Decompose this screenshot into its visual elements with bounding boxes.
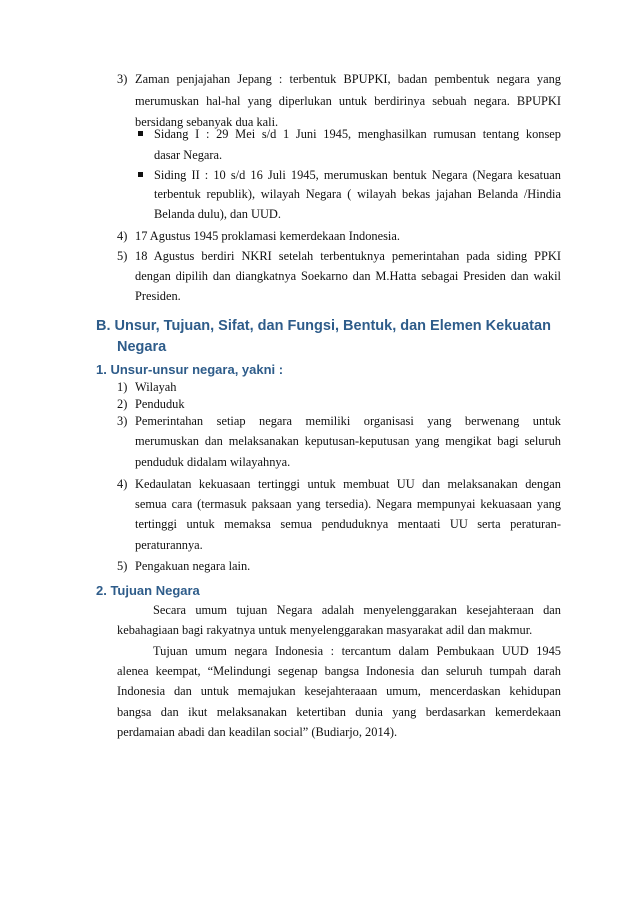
list-item-text: 17 Agustus 1945 proklamasi kemerdekaan Indonesia. <box>135 229 400 243</box>
list-item-text: bersidang sebanyak dua kali. <box>135 115 279 129</box>
bullet-item-text: terbentuk republik), wilayah Negara ( wilayah bekas jajahan Belanda /Hindia <box>154 187 561 201</box>
list-item-text: Pemerintahan setiap negara memiliki organisasi yang berwenang untuk <box>135 414 561 428</box>
list-item-text: Presiden. <box>135 289 181 303</box>
subsection-heading: 1. Unsur-unsur negara, yakni : <box>96 362 284 377</box>
section-heading-continued: Negara <box>117 339 167 355</box>
list-item-text: Kedaulatan kekuasaan tertinggi untuk membuat UU dan melaksanakan dengan <box>135 477 561 491</box>
bullet-icon <box>138 131 143 136</box>
list-number: 3) <box>117 414 128 428</box>
paragraph-line: Indonesia dan untuk memajukan kesejahteraaan umum, mencerdaskan kehidupan <box>117 684 561 698</box>
list-item-text: semua cara (termasuk paksaan yang tersedia). Negara mempunyai kekuasaan yang <box>135 497 561 511</box>
paragraph-line: kebahagiaan bagi rakyatnya untuk menyelenggarakan masyarakat adil dan makmur. <box>117 623 533 637</box>
list-number: 3) <box>117 72 128 86</box>
list-number: 2) <box>117 397 128 411</box>
list-number: 5) <box>117 249 128 263</box>
list-number: 4) <box>117 477 128 491</box>
list-number: 1) <box>117 380 128 394</box>
list-item-text: dengan dipilih dan diangkatnya Soekarno dan M.Hatta sebagai Presiden dan wakil <box>135 269 561 283</box>
bullet-item-text: Sidang I : 29 Mei s/d 1 Juni 1945, menghasilkan rumusan tentang konsep <box>154 127 561 141</box>
section-heading: B. Unsur, Tujuan, Sifat, dan Fungsi, Bentuk, dan Elemen Kekuatan <box>96 318 551 334</box>
paragraph-line: alenea keempat, “Melindungi segenap bangsa Indonesia dan seluruh tumpah darah <box>117 664 561 678</box>
bullet-item-text: Belanda dulu), dan UUD. <box>154 207 281 221</box>
list-item-text: Pengakuan negara lain. <box>135 559 251 573</box>
list-item-text: 18 Agustus berdiri NKRI setelah terbentuknya pemerintahan pada siding PPKI <box>135 249 561 263</box>
bullet-icon <box>138 172 143 177</box>
list-number: 4) <box>117 229 128 243</box>
list-item-text: Penduduk <box>135 397 185 411</box>
list-item-text: merumuskan dan melaksanakan keputusan-keputusan yang mengikat bagi seluruh <box>135 434 561 448</box>
paragraph-line: Tujuan umum negara Indonesia : tercantum dalam Pembukaan UUD 1945 <box>153 644 561 658</box>
list-item-text: tertinggi untuk memaksa semua penduduknya mentaati UU serta peraturan- <box>135 517 561 531</box>
bullet-item-text: Siding II : 10 s/d 16 Juli 1945, merumuskan bentuk Negara (Negara kesatuan <box>154 168 561 182</box>
paragraph-line: bangsa dan ikut melaksanakan ketertiban dunia yang berdasarkan kemerdekaan <box>117 705 561 719</box>
list-item-text: Wilayah <box>135 380 177 394</box>
list-item-text: merumuskan hal-hal yang diperlukan untuk berdirinya sebuah negara. BPUPKI <box>135 94 561 108</box>
list-item-text: penduduk didalam wilayahnya. <box>135 455 291 469</box>
list-item-text: peraturannya. <box>135 538 203 552</box>
bullet-item-text: dasar Negara. <box>154 148 223 162</box>
paragraph-line: Secara umum tujuan Negara adalah menyelenggarakan kesejahteraan dan <box>153 603 561 617</box>
paragraph-line: perdamaian abadi dan keadilan social” (Budiarjo, 2014). <box>117 725 398 739</box>
list-number: 5) <box>117 559 128 573</box>
subsection-heading: 2. Tujuan Negara <box>96 583 200 598</box>
list-item-text: Zaman penjajahan Jepang : terbentuk BPUPKI, badan pembentuk negara yang <box>135 72 561 86</box>
